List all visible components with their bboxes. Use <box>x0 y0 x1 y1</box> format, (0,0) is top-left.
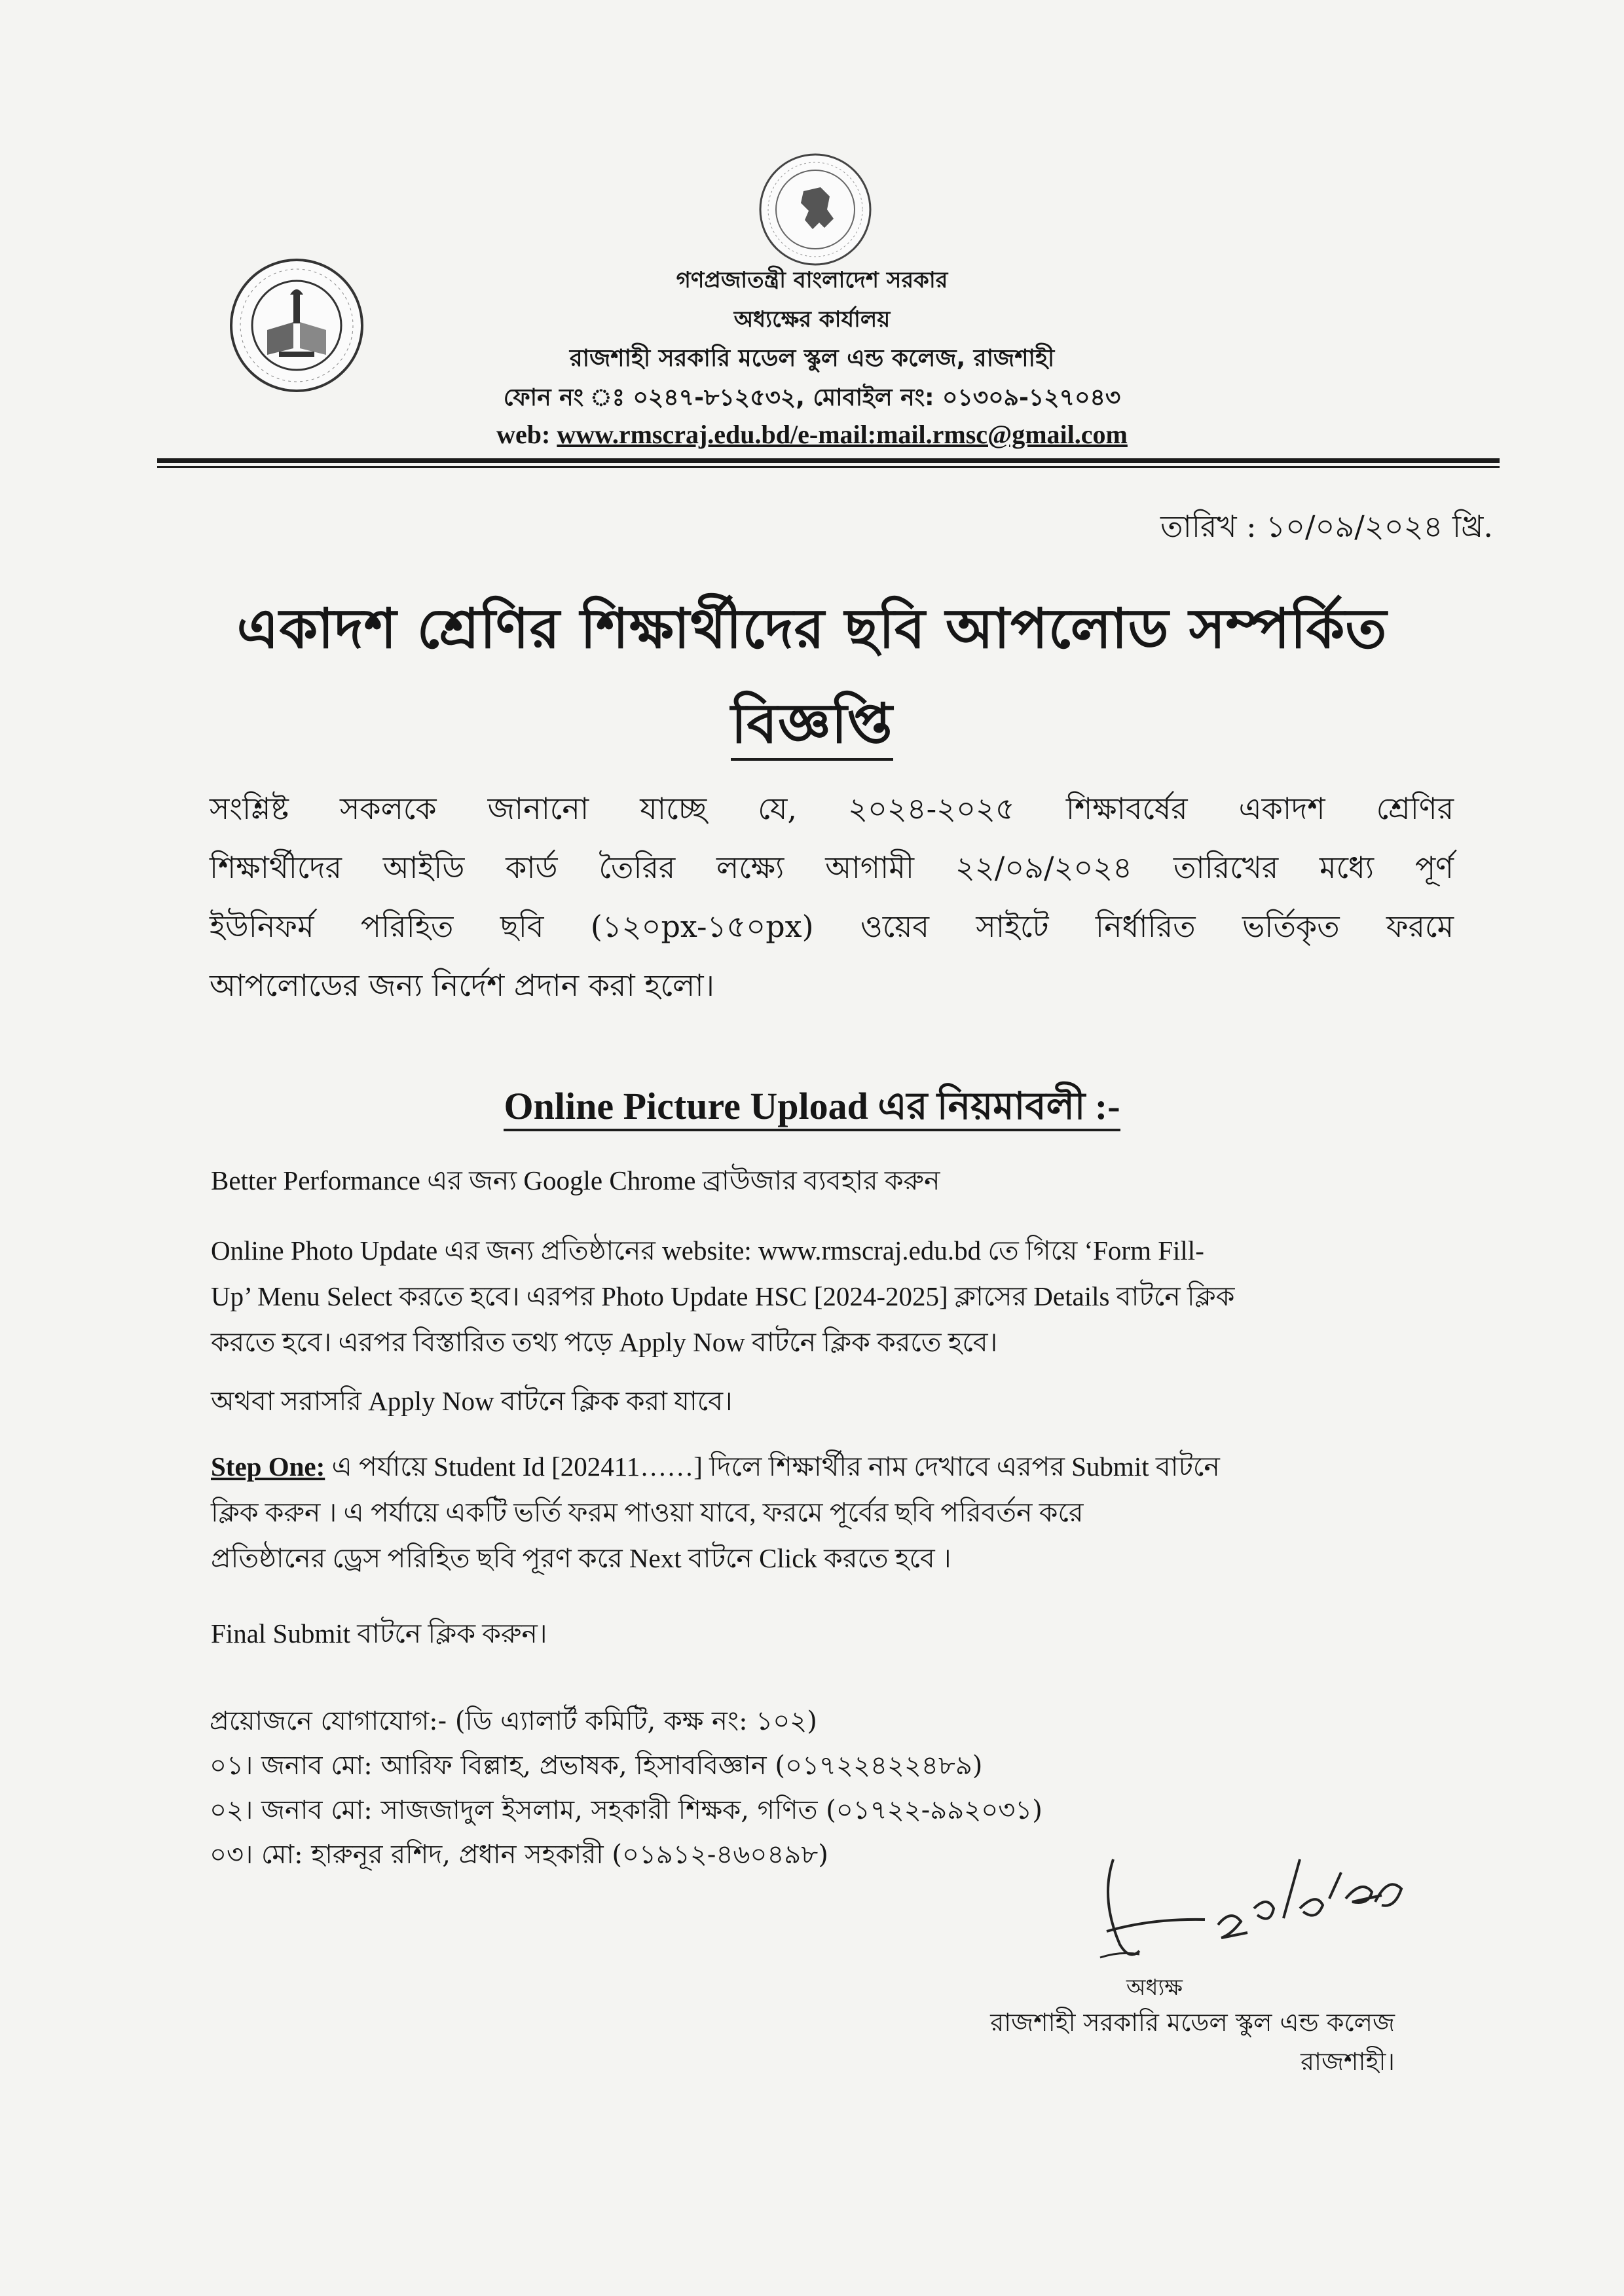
principal-signature <box>1074 1846 1441 1977</box>
header-phone: ফোন নং ঃ ০২৪৭-৮১২৫৩২, মোবাইল নং: ০১৩০৯-১২৭০৪৩ <box>503 384 1121 411</box>
contact-item: ০২। জনাব মো: সাজজাদুল ইসলাম, সহকারী শিক্ষক, গণিত (০১৭২২-৯৯২০৩১) <box>210 1795 1043 1825</box>
rule-line: Better Performance এর জন্য Google Chrome ব্রাউজার ব্যবহার করুন <box>211 1165 940 1195</box>
header-divider-thin <box>157 466 1500 468</box>
rules-heading <box>0 1077 1624 1140</box>
header-web <box>0 419 1624 450</box>
rule-line: Online Photo Update এর জন্য প্রতিষ্ঠানের website: www.rmscraj.edu.bd তে গিয়ে ‘Form Fill- <box>211 1235 1204 1266</box>
notice-date: তারিখ : ১০/০৯/২০২৪ খ্রি. <box>1160 509 1493 544</box>
contact-list <box>210 1699 1043 1877</box>
rule-line: করতে হবে। এরপর বিস্তারিত তথ্য পড়ে Apply Now বাটনে ক্লিক করতে হবে। <box>211 1327 998 1357</box>
intro-paragraph <box>210 779 1454 1015</box>
rule-line <box>211 1444 1455 1489</box>
header-divider-thick <box>157 458 1500 463</box>
intro-line: ইউনিফর্ম পরিহিত ছবি (১২০px-১৫০px) ওয়েব সাইটে নির্ধারিত ভর্তিকৃত ফরমে <box>210 909 1454 944</box>
intro-line: শিক্ষার্থীদের আইডি কার্ড তৈরির লক্ষ্যে আগামী ২২/০৯/২০২৪ তারিখের মধ্যে পূর্ণ <box>210 850 1454 885</box>
step-one-label: Step One: <box>211 1451 325 1482</box>
intro-line: সংশ্লিষ্ট সকলকে জানানো যাচ্ছে যে, ২০২৪-২০২৫ শিক্ষাবর্ষের একাদশ শ্রেণির <box>210 791 1454 826</box>
rule-line: Up’ Menu Select করতে হবে। এরপর Photo Update HSC [2024-2025] ক্লাসের Details বাটনে ক্লিক <box>211 1281 1235 1311</box>
rules-heading-text: Online Picture Upload এর নিয়মাবলী :- <box>504 1085 1120 1131</box>
header-office: অধ্যক্ষের কার্যালয় <box>733 306 891 333</box>
rule-step-one <box>211 1444 1455 1581</box>
contact-item: ০৩। মো: হারুনূর রশিদ, প্রধান সহকারী (০১৯১২-৪৬০৪৯৮) <box>210 1840 828 1870</box>
header-government: গণপ্রজাতন্ত্রী বাংলাদেশ সরকার <box>676 267 948 293</box>
rule-final-submit <box>211 1611 1455 1656</box>
signature-institution: রাজশাহী সরকারি মডেল স্কুল এন্ড কলেজ <box>990 2008 1395 2037</box>
signature-city: রাজশাহী। <box>1301 2047 1395 2076</box>
rule-apply-now <box>211 1378 1455 1424</box>
rule-line: Final Submit বাটনে ক্লিক করুন। <box>211 1618 547 1649</box>
notice-title-word <box>0 681 1624 773</box>
web-link[interactable]: www.rmscraj.edu.bd/e-mail:mail.rmsc@gmail.com <box>557 420 1128 449</box>
rule-line: প্রতিষ্ঠানের ড্রেস পরিহিত ছবি পূরণ করে Next বাটনে Click করতে হবে । <box>211 1543 951 1573</box>
notice-title: একাদশ শ্রেণির শিক্ষার্থীদের ছবি আপলোড সম্পর্কিত <box>236 596 1388 661</box>
step-one-text: এ পর্যায়ে Student Id [202411……] দিলে শিক্ষার্থীর নাম দেখাবে এরপর Submit বাটনে <box>325 1451 1220 1482</box>
government-seal <box>756 151 874 268</box>
signature-role: অধ্যক্ষ <box>1126 1975 1183 2001</box>
contact-heading: প্রয়োজনে যোগাযোগ:- (ডি এ্যালার্ট কমিটি, কক্ষ নং: ১০২) <box>210 1706 817 1736</box>
notice-title-line2: বিজ্ঞপ্তি <box>731 691 893 761</box>
intro-line: আপলোডের জন্য নির্দেশ প্রদান করা হলো। <box>210 968 715 1003</box>
header-institution: রাজশাহী সরকারি মডেল স্কুল এন্ড কলেজ, রাজশাহী <box>569 345 1055 372</box>
rule-line: অথবা সরাসরি Apply Now বাটনে ক্লিক করা যাবে। <box>211 1386 733 1416</box>
rule-photo-update <box>211 1228 1455 1365</box>
web-label: web: <box>496 420 557 449</box>
rule-browser <box>211 1157 1455 1203</box>
contact-item: ০১। জনাব মো: আরিফ বিল্লাহ, প্রভাষক, হিসাববিজ্ঞান (০১৭২২৪২২৪৮৯) <box>210 1751 983 1781</box>
rule-line: ক্লিক করুন । এ পর্যায়ে একটি ভর্তি ফরম পাওয়া যাবে, ফরমে পূর্বের ছবি পরিবর্তন করে <box>211 1497 1084 1527</box>
